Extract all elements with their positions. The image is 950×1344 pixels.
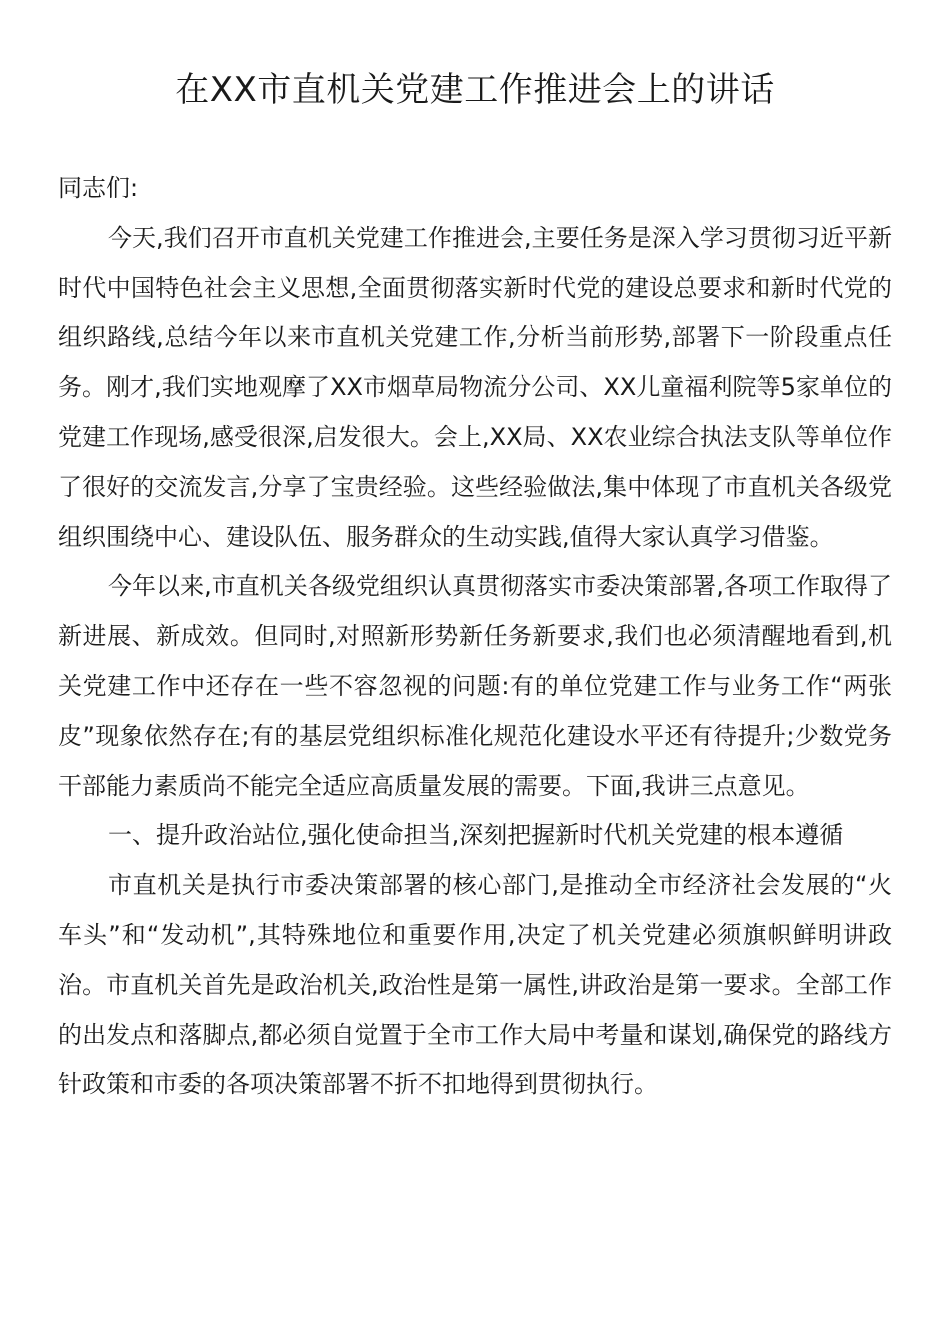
paragraph-problems: 今年以来,市直机关各级党组织认真贯彻落实市委决策部署,各项工作取得了新进展、新成效。但同时,对照新形势新任务新要求,我们也必须清醒地看到,机关党建工作中还存在一些不容忽视的问题:有的单位党建工作与业务工作“两张皮”现象依然存在;有的基层党组织标准化规范化建设水平还有待提升;少数党务干部能力素质尚不能完全适应高质量发展的需要。下面,我讲三点意见。 — [58, 572, 892, 800]
document-title: 在XX市直机关党建工作推进会上的讲话 — [175, 70, 775, 110]
salutation: 同志们: — [58, 174, 139, 202]
section-paragraph: 市直机关是执行市委决策部署的核心部门,是推动全市经济社会发展的“火车头”和“发动机”,其特殊地位和重要作用,决定了机关党建必须旗帜鲜明讲政治。市直机关首先是政治机关,政治性是第一属性,讲政治是第一要求。全部工作的出发点和落脚点,都必须自觉置于全市工作大局中考量和谋划,确保党的路线方针政策和市委的各项决策部署不折不扣地得到贯彻执行。 — [58, 871, 892, 1099]
paragraph-intro: 今天,我们召开市直机关党建工作推进会,主要任务是深入学习贯彻习近平新时代中国特色社会主义思想,全面贯彻落实新时代党的建设总要求和新时代党的组织路线,总结今年以来市直机关党建工作,分析当前形势,部署下一阶段重点任务。刚才,我们实地观摩了XX市烟草局物流分公司、XX儿童福利院等5家单位的党建工作现场,感受很深,启发很大。会上,XX局、XX农业综合执法支队等单位作了很好的交流发言,分享了宝贵经验。这些经验做法,集中体现了市直机关各级党组织围绕中心、建设队伍、服务群众的生动实践,值得大家认真学习借鉴。 — [58, 223, 892, 551]
section-heading: 一、提升政治站位,强化使命担当,深刻把握新时代机关党建的根本遵循 — [108, 821, 844, 850]
document-body — [58, 164, 892, 1110]
